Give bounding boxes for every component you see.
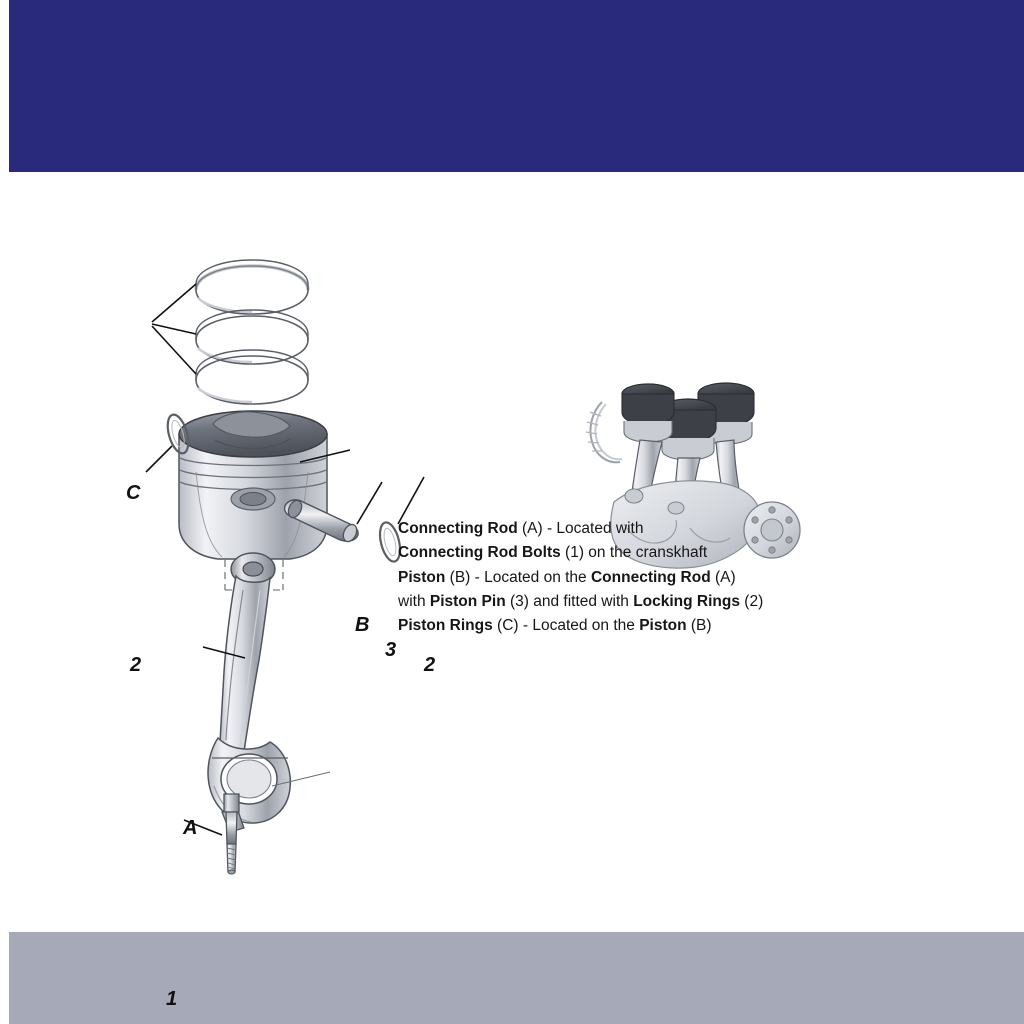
callout-2-right: 2 — [424, 654, 436, 676]
caption-text: (1) on the cranskhaft — [560, 544, 708, 562]
caption-term: Piston Rings — [398, 617, 493, 635]
caption-text: with — [398, 592, 430, 610]
caption-term: Piston — [639, 617, 687, 635]
piston-rings-group — [152, 260, 308, 404]
component-legend-caption — [398, 517, 868, 638]
caption-term: Connecting Rod — [590, 568, 711, 586]
caption-text: (3) and fitted with — [505, 592, 634, 610]
caption-line — [398, 541, 868, 565]
caption-text: (B) - Located on the — [445, 568, 591, 586]
caption-text: (2) — [739, 592, 764, 610]
inset-piston-front — [622, 384, 674, 442]
caption-line — [398, 517, 868, 541]
caption-line — [398, 614, 868, 638]
leader-c-1 — [152, 284, 196, 322]
leader-2-left — [146, 446, 172, 472]
caption-text: (A) - Located with — [517, 520, 644, 537]
caption-text: (B) — [686, 617, 712, 635]
footer-band — [9, 932, 1024, 1024]
caption-line — [398, 566, 868, 590]
leader-3 — [357, 482, 382, 524]
piston-ring-1 — [196, 260, 308, 314]
caption-term: Piston Pin — [429, 592, 506, 610]
caption-term: Connecting Rod — [398, 520, 518, 537]
caption-line — [398, 590, 868, 614]
header-band — [9, 0, 1024, 172]
callout-b: B — [355, 614, 370, 636]
caption-text: (C) - Located on the — [492, 617, 640, 635]
caption-term: Connecting Rod Bolts — [398, 544, 561, 562]
caption-term: Piston — [398, 568, 446, 586]
callout-a: A — [183, 817, 198, 839]
callout-c: C — [126, 482, 141, 504]
inset-timing-gear — [586, 402, 622, 462]
caption-term: Locking Rings — [633, 592, 740, 610]
callout-2-left: 2 — [130, 654, 142, 676]
caption-text: (A) — [710, 568, 736, 586]
callout-1: 1 — [166, 988, 178, 1010]
connecting-rod — [203, 553, 330, 832]
callout-3: 3 — [385, 639, 397, 661]
